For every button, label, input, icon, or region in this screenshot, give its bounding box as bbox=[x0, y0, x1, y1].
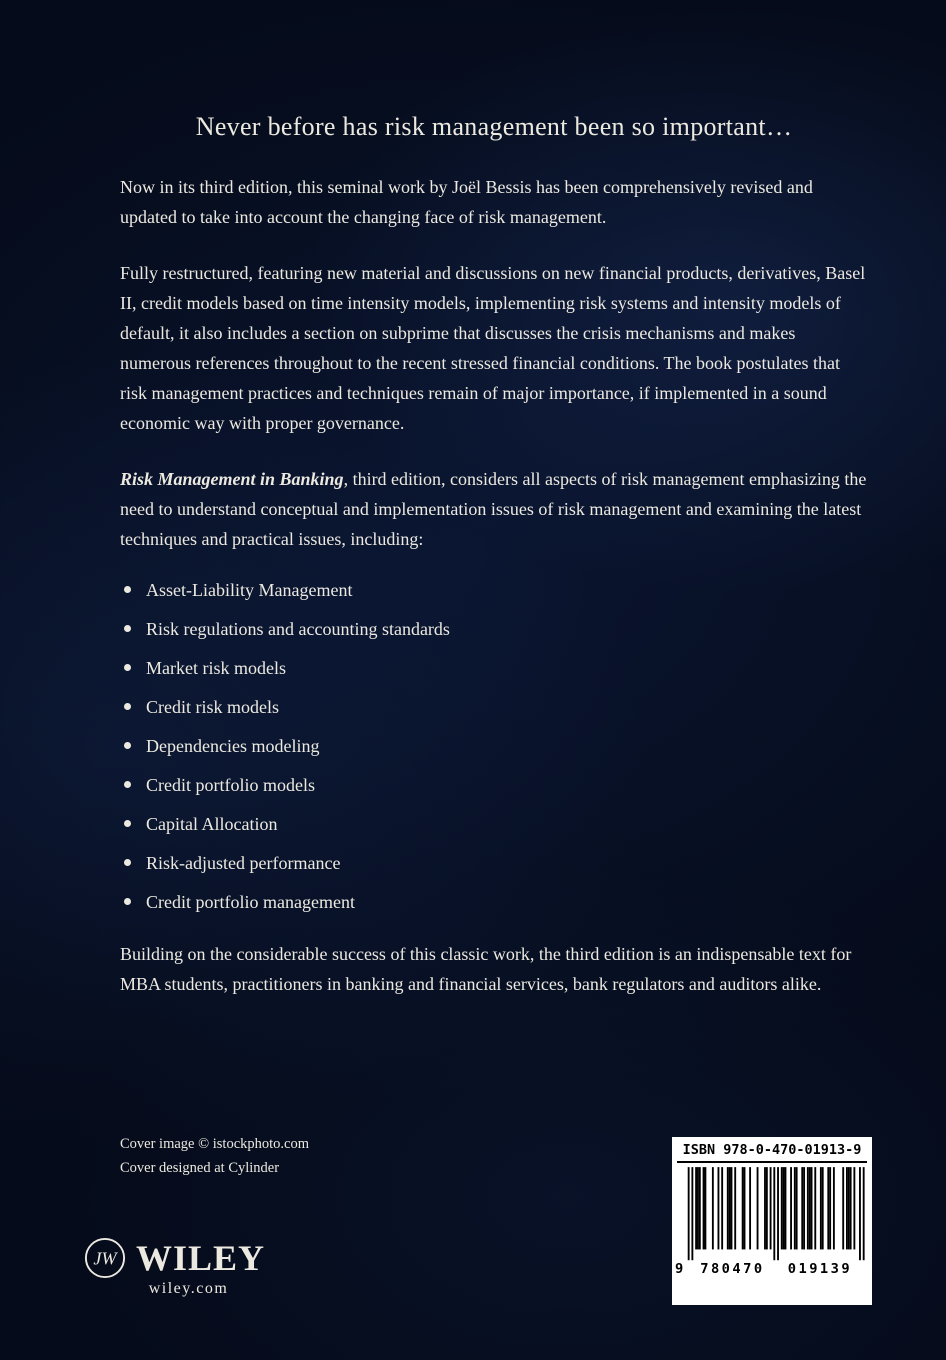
bullet-icon bbox=[124, 859, 131, 866]
cover-credits bbox=[120, 1132, 309, 1180]
isbn-label: ISBN 978-0-470-01913-9 bbox=[677, 1142, 867, 1163]
bullet-icon bbox=[124, 820, 131, 827]
svg-text:019139: 019139 bbox=[787, 1260, 853, 1277]
svg-text:780470: 780470 bbox=[700, 1260, 765, 1277]
paragraph-restructured: Fully restructured, featuring new material and discussions on new financial products, derivatives, Basel II, credit models based on time intensity models, implementing risk systems and intensity models of default, it also includes a section on subprime that discusses the crisis mechanisms and makes numerous references throughout to the recent stressed financial conditions. The book postulates that risk management practices and techniques remain of major importance, if implemented in a sound economic way with proper governance. bbox=[120, 263, 866, 433]
paragraph-closing: Building on the considerable success of this classic work, the third edition is an indispensable text for MBA students, practitioners in banking and financial services, bank regulators and auditors alike. bbox=[120, 944, 852, 994]
list-item bbox=[124, 580, 868, 601]
bullet-icon bbox=[124, 898, 131, 905]
bullet-label: Risk regulations and accounting standards bbox=[146, 619, 450, 639]
publisher-row bbox=[84, 1237, 265, 1279]
intro-rest: , third edition, considers all aspects of risk management emphasizing the need to understand conceptual and implementation issues of risk management and examining the latest techniques and practical issues, including: bbox=[120, 469, 867, 549]
barcode-bars bbox=[672, 1167, 872, 1277]
list-item bbox=[124, 736, 868, 757]
list-item bbox=[124, 658, 868, 679]
bullet-icon bbox=[124, 664, 131, 671]
topics-bullet-list bbox=[120, 580, 868, 913]
book-title: Risk Management in Banking bbox=[120, 469, 344, 489]
svg-text:JW: JW bbox=[93, 1248, 117, 1269]
list-item bbox=[124, 697, 868, 718]
list-item bbox=[124, 853, 868, 874]
bullet-icon bbox=[124, 781, 131, 788]
credit-cover-design: Cover designed at Cylinder bbox=[120, 1160, 280, 1176]
paragraph-edition: Now in its third edition, this seminal work by Joël Bessis has been comprehensively revised and updated to take into account the changing face of risk management. bbox=[120, 177, 813, 227]
list-item bbox=[124, 775, 868, 796]
bullet-label: Market risk models bbox=[146, 658, 286, 678]
bullet-icon bbox=[124, 703, 131, 710]
bullet-label: Credit risk models bbox=[146, 697, 279, 717]
bullet-label: Asset-Liability Management bbox=[146, 580, 353, 600]
publisher-website: wiley.com bbox=[148, 1280, 229, 1297]
tagline-heading: Never before has risk management been so important… bbox=[195, 112, 793, 141]
bullet-label: Dependencies modeling bbox=[146, 736, 320, 756]
bullet-icon bbox=[124, 625, 131, 632]
bullet-label: Capital Allocation bbox=[146, 814, 278, 834]
paragraph-intro bbox=[120, 464, 868, 554]
bullet-label: Risk-adjusted performance bbox=[146, 853, 341, 873]
list-item bbox=[124, 814, 868, 835]
publisher-block bbox=[84, 1237, 265, 1298]
bullet-label: Credit portfolio models bbox=[146, 775, 315, 795]
list-item bbox=[124, 892, 868, 913]
isbn-barcode-block bbox=[672, 1137, 872, 1305]
publisher-name: WILEY bbox=[136, 1238, 266, 1278]
bullet-label: Credit portfolio management bbox=[146, 892, 355, 912]
back-cover-text bbox=[120, 112, 868, 1025]
svg-text:9: 9 bbox=[674, 1260, 686, 1277]
credit-cover-image: Cover image © istockphoto.com bbox=[120, 1136, 310, 1152]
bullet-icon bbox=[124, 742, 131, 749]
bullet-icon bbox=[124, 586, 131, 593]
list-item bbox=[124, 619, 868, 640]
wiley-colophon-icon bbox=[84, 1237, 126, 1279]
